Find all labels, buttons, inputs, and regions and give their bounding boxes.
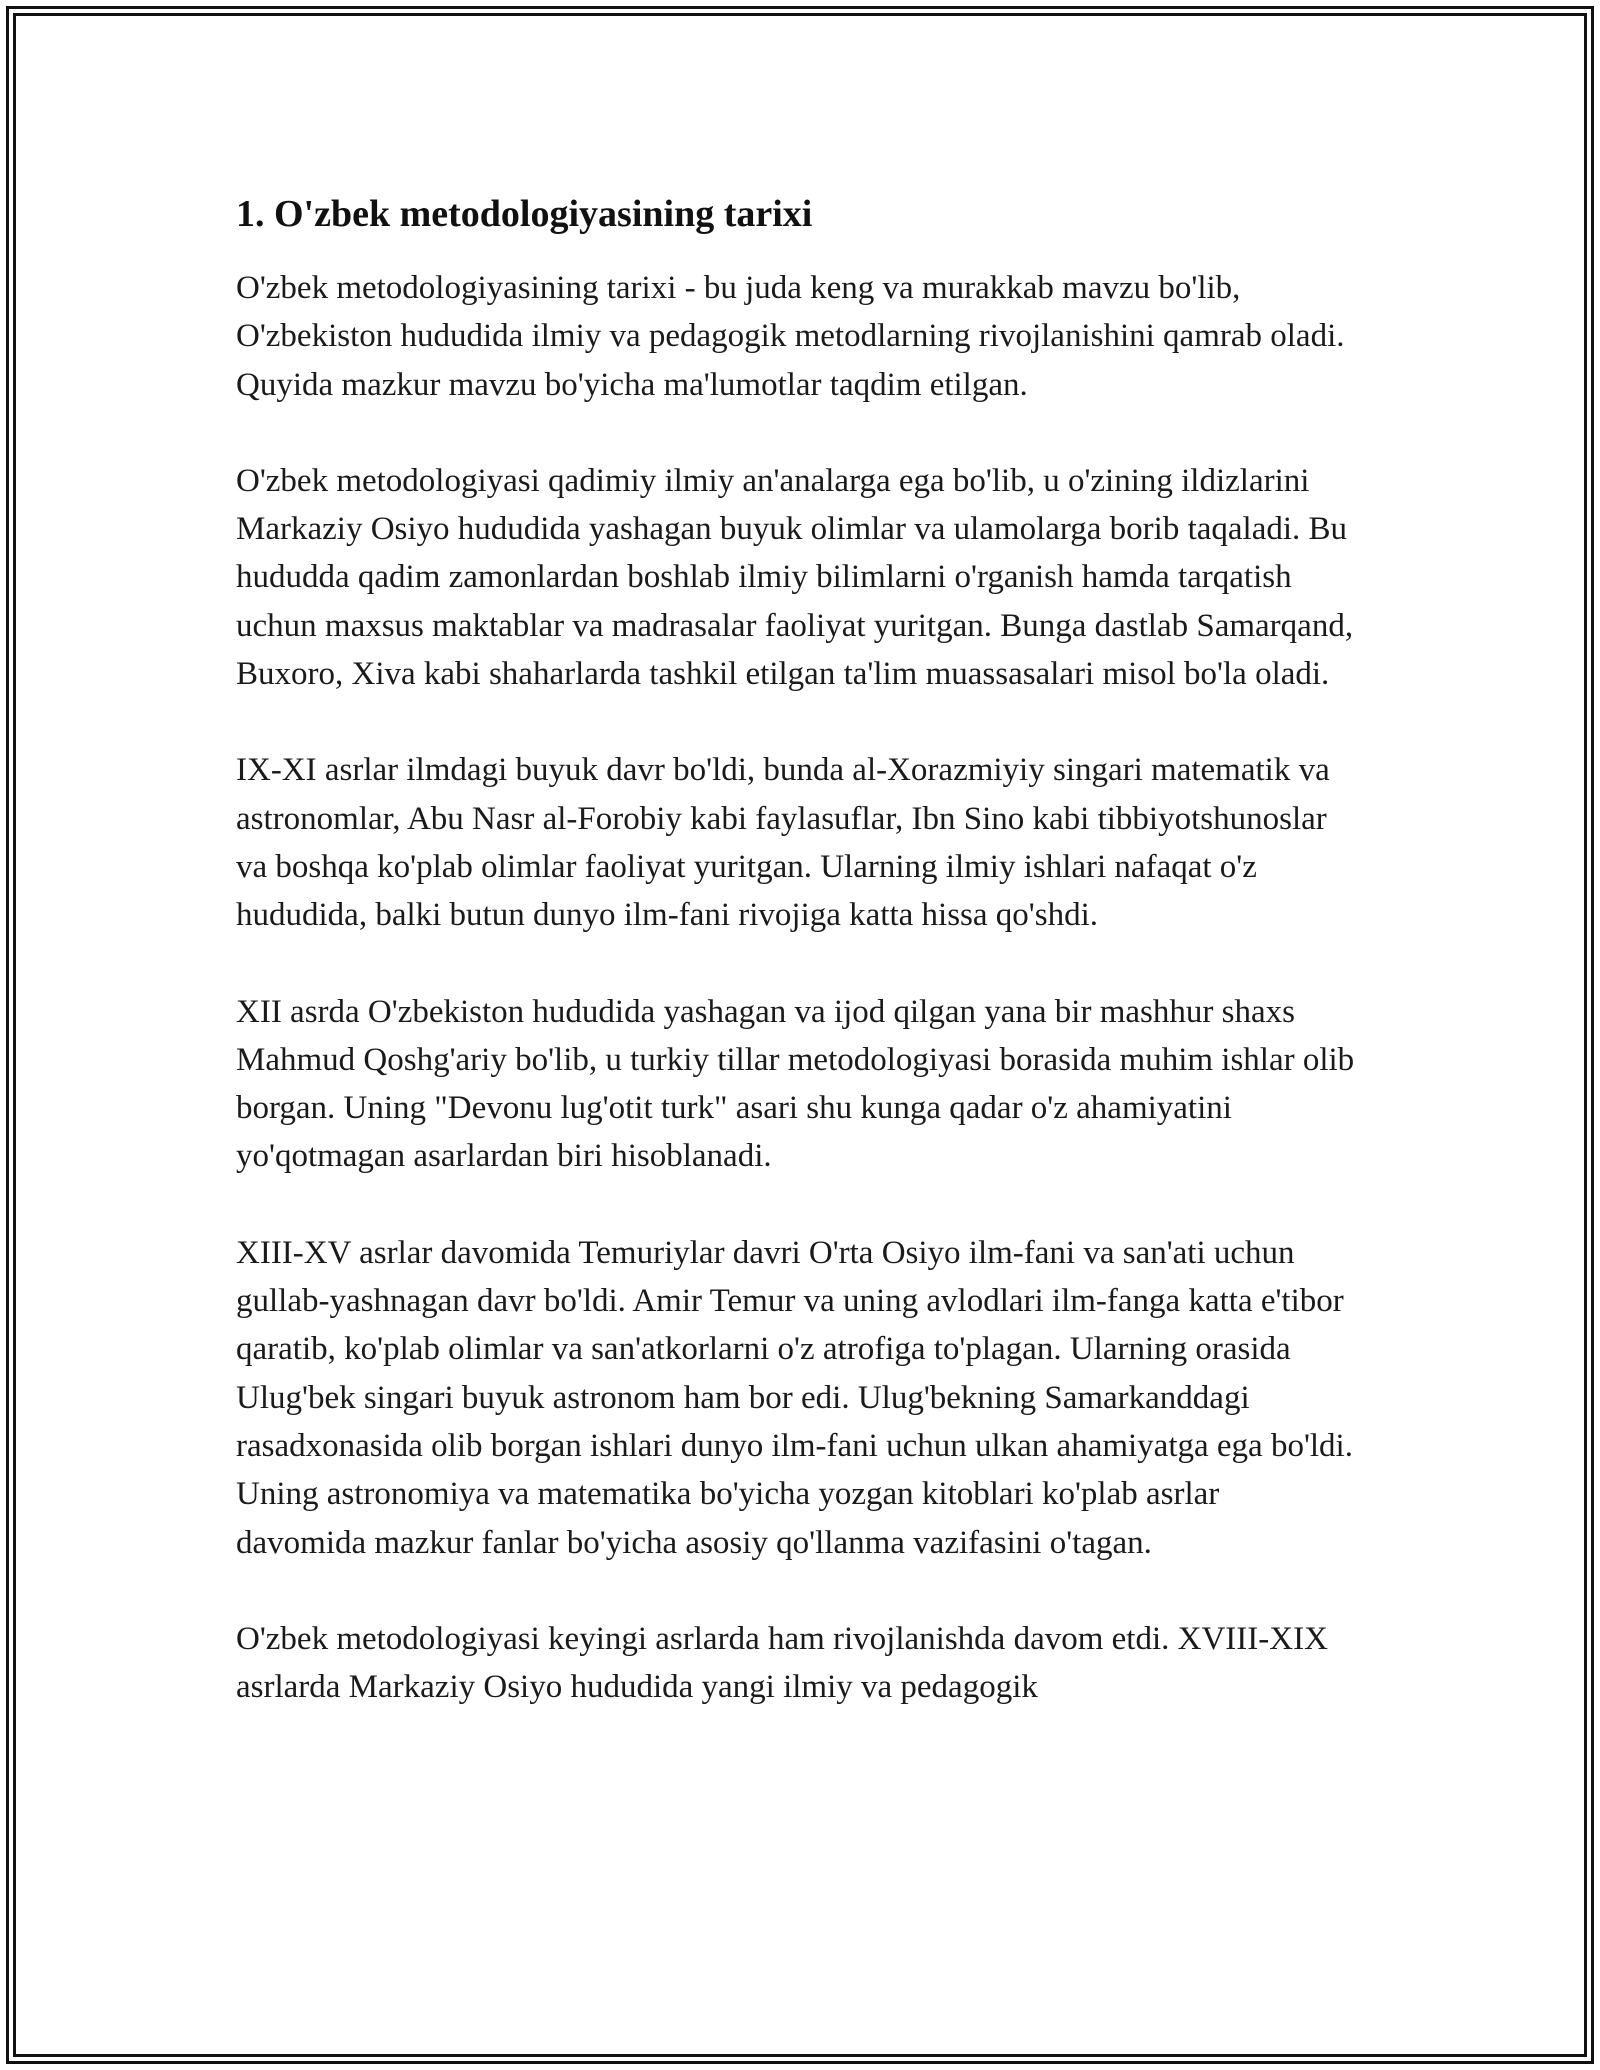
- paragraph-introduction: O'zbek metodologiyasining tarixi - bu juda keng va murakkab mavzu bo'lib, O'zbekiston hududida ilmiy va pedagogik metodlarning rivojlanishini qamrab oladi. Quyida mazkur mavzu bo'yicha ma'lumotlar taqdim etilgan.: [236, 270, 1345, 403]
- paragraph-ancient-traditions: O'zbek metodologiyasi qadimiy ilmiy an'analarga ega bo'lib, u o'zining ildizlarini Markaziy Osiyo hududida yashagan buyuk olimlar va ulamolarga borib taqaladi. Bu hududda qadim zamonlardan boshlab ilmiy bilimlarni o'rganish hamda tarqatish uchun maxsus maktablar va madrasalar faoliyat yuritgan. Bunga dastlab Samarqand, Buxoro, Xiva kabi shaharlarda tashkil etilgan ta'lim muassasalari misol bo'la oladi.: [236, 462, 1354, 693]
- document-body: [236, 188, 1356, 1711]
- paragraph-ix-xi-centuries: IX-XI asrlar ilmdagi buyuk davr bo'ldi, bunda al-Xorazmiyiy singari matematik va astronomlar, Abu Nasr al-Forobiy kabi faylasuflar, Ibn Sino kabi tibbiyotshunoslar va boshqa ko'plab olimlar faoliyat yuritgan. Ularning ilmiy ishlari nafaqat o'z hududida, balki butun dunyo ilm-fani rivojiga katta hissa qo'shdi.: [236, 752, 1330, 934]
- paragraph-xii-century: XII asrda O'zbekiston hududida yashagan va ijod qilgan yana bir mashhur shaxs Mahmud Qoshg'ariy bo'lib, u turkiy tillar metodologiyasi borasida muhim ishlar olib borgan. Uning "Devonu lug'otit turk" asari shu kunga qadar o'z ahamiyatini yo'qotmagan asarlardan biri hisoblanadi.: [236, 993, 1355, 1175]
- paragraph-xiii-xv-centuries: XIII-XV asrlar davomida Temuriylar davri O'rta Osiyo ilm-fani va san'ati uchun gullab-yashnagan davr bo'ldi. Amir Temur va uning avlodlari ilm-fanga katta e'tibor qaratib, ko'plab olimlar va san'atkorlarni o'z atrofiga to'plagan. Ularning orasida Ulug'bek singari buyuk astronom ham bor edi. Ulug'bekning Samarkanddagi rasadxonasida olib borgan ishlari dunyo ilm-fani uchun ulkan ahamiyatga ega bo'ldi. Uning astronomiya va matematika bo'yicha yozgan kitoblari ko'plab asrlar davomida mazkur fanlar bo'yicha asosiy qo'llanma vazifasini o'tagan.: [236, 1234, 1353, 1561]
- section-title: 1. O'zbek metodologiyasining tarixi: [236, 193, 813, 235]
- paragraph-later-centuries: O'zbek metodologiyasi keyingi asrlarda ham rivojlanishda davom etdi. XVIII-XIX asrlarda Markaziy Osiyo hududida yangi ilmiy va pedagogik: [236, 1620, 1328, 1706]
